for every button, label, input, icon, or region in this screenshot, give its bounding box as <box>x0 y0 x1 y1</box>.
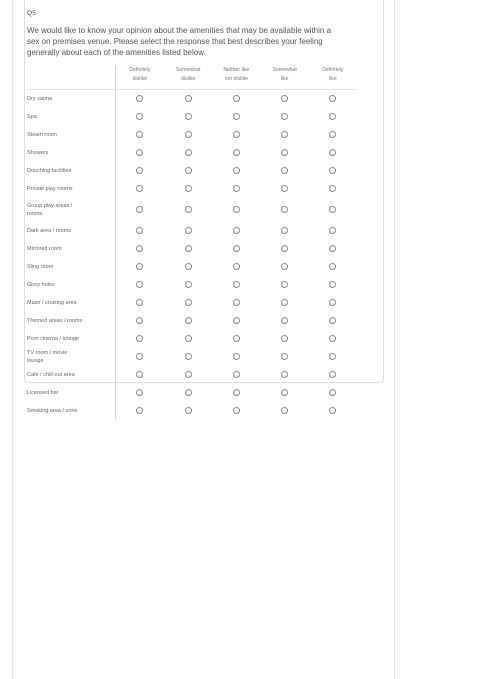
radio-definitely-dislike[interactable] <box>136 263 143 270</box>
radio-cell <box>261 144 309 162</box>
row-label-text: Private play rooms <box>27 186 73 192</box>
radio-cell <box>212 276 260 294</box>
row-label-text: Cafe / chill-out area <box>27 372 75 378</box>
row-label <box>27 276 115 294</box>
column-header-neither: Neither like nor dislike <box>212 66 260 90</box>
row-label-text: Douching facilities <box>27 168 72 174</box>
row-label-text: Mirrored room <box>27 246 62 252</box>
matrix-row <box>27 240 357 258</box>
radio-neither[interactable] <box>233 131 240 138</box>
matrix-row <box>27 258 357 276</box>
radio-cell <box>261 108 309 126</box>
radio-cell <box>164 294 212 312</box>
radio-cell <box>309 366 357 384</box>
radio-cell <box>212 180 260 198</box>
radio-definitely-dislike[interactable] <box>136 149 143 156</box>
matrix-row <box>27 348 357 366</box>
radio-cell <box>309 126 357 144</box>
radio-cell <box>309 330 357 348</box>
radio-somewhat-dislike[interactable] <box>185 281 192 288</box>
radio-definitely-like[interactable] <box>329 131 336 138</box>
question-text: We would like to know your opinion about the amenities that may be available within a sex on premises venue. Please select the response that best describes your feeling generally about each of the amenities listed below. <box>27 26 332 57</box>
radio-definitely-dislike[interactable] <box>136 206 143 213</box>
radio-cell <box>115 126 164 144</box>
radio-cell <box>115 294 164 312</box>
radio-definitely-dislike[interactable] <box>136 371 143 378</box>
radio-definitely-dislike[interactable] <box>136 95 143 102</box>
radio-cell <box>115 180 164 198</box>
matrix-header-row <box>27 66 357 90</box>
row-label-text: Sling room <box>27 264 54 270</box>
row-label <box>27 294 115 312</box>
radio-cell <box>115 240 164 258</box>
radio-neither[interactable] <box>233 263 240 270</box>
row-label <box>27 144 115 162</box>
radio-somewhat-like[interactable] <box>281 185 288 192</box>
radio-somewhat-like[interactable] <box>281 245 288 252</box>
radio-cell <box>115 108 164 126</box>
row-label <box>27 162 115 180</box>
radio-neither[interactable] <box>233 335 240 342</box>
radio-cell <box>212 258 260 276</box>
radio-definitely-like[interactable] <box>329 317 336 324</box>
radio-definitely-dislike[interactable] <box>136 113 143 120</box>
radio-somewhat-like[interactable] <box>281 371 288 378</box>
radio-somewhat-dislike[interactable] <box>185 95 192 102</box>
radio-definitely-like[interactable] <box>329 113 336 120</box>
radio-cell <box>164 180 212 198</box>
radio-somewhat-dislike[interactable] <box>185 185 192 192</box>
radio-neither[interactable] <box>233 281 240 288</box>
radio-somewhat-like[interactable] <box>281 167 288 174</box>
row-label-text: Glory holes <box>27 282 55 288</box>
radio-somewhat-like[interactable] <box>281 299 288 306</box>
radio-definitely-like[interactable] <box>329 263 336 270</box>
radio-definitely-dislike[interactable] <box>136 407 143 414</box>
radio-somewhat-like[interactable] <box>281 281 288 288</box>
radio-somewhat-like[interactable] <box>281 389 288 396</box>
row-label-text: Smoking area / zone <box>27 408 78 414</box>
row-label-text: Showers <box>27 150 49 156</box>
matrix-row <box>27 330 357 348</box>
radio-somewhat-like[interactable] <box>281 353 288 360</box>
radio-cell <box>309 276 357 294</box>
row-label <box>27 348 115 366</box>
radio-definitely-dislike[interactable] <box>136 299 143 306</box>
radio-cell <box>212 312 260 330</box>
radio-somewhat-like[interactable] <box>281 227 288 234</box>
radio-somewhat-dislike[interactable] <box>185 263 192 270</box>
radio-definitely-dislike[interactable] <box>136 353 143 360</box>
radio-definitely-like[interactable] <box>329 407 336 414</box>
radio-cell <box>164 384 212 402</box>
matrix-table <box>27 66 357 420</box>
radio-somewhat-like[interactable] <box>281 263 288 270</box>
radio-somewhat-like[interactable] <box>281 113 288 120</box>
row-label-text: Dark area / rooms <box>27 228 72 234</box>
radio-neither[interactable] <box>233 95 240 102</box>
radio-somewhat-dislike[interactable] <box>185 149 192 156</box>
radio-cell <box>261 198 309 222</box>
radio-cell <box>212 366 260 384</box>
radio-somewhat-dislike[interactable] <box>185 206 192 213</box>
row-label-text: Dry sauna <box>27 96 53 102</box>
radio-cell <box>212 126 260 144</box>
radio-cell <box>261 180 309 198</box>
row-label <box>27 312 115 330</box>
radio-cell <box>212 384 260 402</box>
radio-somewhat-dislike[interactable] <box>185 353 192 360</box>
row-label-text: Themed areas / rooms <box>27 318 83 324</box>
radio-cell <box>115 330 164 348</box>
radio-definitely-dislike[interactable] <box>136 227 143 234</box>
radio-cell <box>261 384 309 402</box>
radio-neither[interactable] <box>233 227 240 234</box>
matrix-row <box>27 312 357 330</box>
radio-cell <box>212 240 260 258</box>
radio-cell <box>212 162 260 180</box>
radio-cell <box>212 330 260 348</box>
radio-definitely-like[interactable] <box>329 335 336 342</box>
row-label-text: Licensed bar <box>27 390 59 396</box>
radio-cell <box>261 294 309 312</box>
radio-somewhat-like[interactable] <box>281 335 288 342</box>
radio-cell <box>115 276 164 294</box>
radio-neither[interactable] <box>233 353 240 360</box>
row-label <box>27 126 115 144</box>
radio-definitely-like[interactable] <box>329 245 336 252</box>
radio-cell <box>164 312 212 330</box>
radio-neither[interactable] <box>233 299 240 306</box>
row-label <box>27 180 115 198</box>
column-header-definitely-like: Definitely like <box>309 66 357 90</box>
radio-cell <box>212 348 260 366</box>
matrix-row <box>27 402 357 420</box>
row-label <box>27 240 115 258</box>
radio-definitely-like[interactable] <box>329 149 336 156</box>
radio-somewhat-dislike[interactable] <box>185 317 192 324</box>
matrix-row <box>27 198 357 222</box>
radio-neither[interactable] <box>233 407 240 414</box>
matrix-body <box>27 90 357 421</box>
radio-somewhat-dislike[interactable] <box>185 407 192 414</box>
radio-cell <box>115 144 164 162</box>
matrix-corner <box>27 66 115 90</box>
radio-definitely-dislike[interactable] <box>136 389 143 396</box>
row-label <box>27 90 115 109</box>
radio-cell <box>309 240 357 258</box>
radio-cell <box>164 366 212 384</box>
radio-cell <box>212 222 260 240</box>
row-label <box>27 222 115 240</box>
radio-cell <box>261 312 309 330</box>
row-label <box>27 384 115 402</box>
row-label-text: Spa <box>27 114 37 120</box>
radio-somewhat-dislike[interactable] <box>185 131 192 138</box>
radio-cell <box>261 222 309 240</box>
radio-cell <box>164 240 212 258</box>
row-label-text: Porn cinema / lounge <box>27 336 79 342</box>
matrix-row <box>27 162 357 180</box>
row-label-text: Group play areas / rooms <box>27 203 73 217</box>
radio-cell <box>261 126 309 144</box>
question-number: Q5 <box>27 10 37 17</box>
radio-cell <box>309 108 357 126</box>
radio-definitely-dislike[interactable] <box>136 185 143 192</box>
radio-somewhat-like[interactable] <box>281 149 288 156</box>
matrix-row <box>27 222 357 240</box>
radio-cell <box>164 276 212 294</box>
radio-cell <box>309 90 357 109</box>
radio-definitely-like[interactable] <box>329 95 336 102</box>
radio-neither[interactable] <box>233 245 240 252</box>
matrix-row <box>27 366 357 384</box>
radio-definitely-like[interactable] <box>329 167 336 174</box>
radio-definitely-like[interactable] <box>329 206 336 213</box>
radio-cell <box>261 240 309 258</box>
radio-cell <box>164 198 212 222</box>
radio-cell <box>309 198 357 222</box>
radio-neither[interactable] <box>233 167 240 174</box>
radio-somewhat-dislike[interactable] <box>185 299 192 306</box>
matrix-row <box>27 180 357 198</box>
row-label <box>27 330 115 348</box>
radio-definitely-dislike[interactable] <box>136 131 143 138</box>
radio-cell <box>115 366 164 384</box>
row-label <box>27 402 115 420</box>
radio-cell <box>115 312 164 330</box>
radio-cell <box>115 162 164 180</box>
radio-definitely-like[interactable] <box>329 185 336 192</box>
matrix-row <box>27 108 357 126</box>
radio-cell <box>261 276 309 294</box>
matrix-row <box>27 294 357 312</box>
radio-definitely-dislike[interactable] <box>136 245 143 252</box>
radio-definitely-dislike[interactable] <box>136 317 143 324</box>
row-label <box>27 198 115 222</box>
radio-cell <box>309 312 357 330</box>
radio-cell <box>212 90 260 109</box>
radio-cell <box>261 348 309 366</box>
column-header-somewhat-like: Somewhat like <box>261 66 309 90</box>
matrix-row <box>27 126 357 144</box>
radio-cell <box>261 162 309 180</box>
radio-cell <box>212 294 260 312</box>
radio-cell <box>309 258 357 276</box>
radio-somewhat-like[interactable] <box>281 317 288 324</box>
matrix-row <box>27 90 357 109</box>
radio-cell <box>309 294 357 312</box>
radio-cell <box>309 402 357 420</box>
row-label <box>27 366 115 384</box>
radio-neither[interactable] <box>233 185 240 192</box>
radio-somewhat-like[interactable] <box>281 206 288 213</box>
row-label-text: TV room / movie lounge <box>27 350 68 364</box>
matrix-row <box>27 276 357 294</box>
radio-cell <box>212 108 260 126</box>
matrix-row <box>27 384 357 402</box>
radio-cell <box>164 402 212 420</box>
radio-somewhat-dislike[interactable] <box>185 167 192 174</box>
radio-cell <box>309 348 357 366</box>
radio-somewhat-like[interactable] <box>281 407 288 414</box>
radio-neither[interactable] <box>233 206 240 213</box>
column-header-somewhat-dislike: Somewhat dislike <box>164 66 212 90</box>
radio-neither[interactable] <box>233 389 240 396</box>
radio-cell <box>261 402 309 420</box>
radio-cell <box>261 330 309 348</box>
radio-cell <box>115 90 164 109</box>
column-header-definitely-dislike: Definitely dislike <box>115 66 164 90</box>
radio-cell <box>164 330 212 348</box>
radio-definitely-like[interactable] <box>329 299 336 306</box>
radio-cell <box>164 222 212 240</box>
radio-cell <box>261 258 309 276</box>
matrix-row <box>27 144 357 162</box>
radio-cell <box>164 348 212 366</box>
radio-definitely-dislike[interactable] <box>136 335 143 342</box>
radio-somewhat-dislike[interactable] <box>185 371 192 378</box>
radio-cell <box>164 144 212 162</box>
radio-somewhat-dislike[interactable] <box>185 113 192 120</box>
radio-cell <box>115 198 164 222</box>
radio-cell <box>115 258 164 276</box>
radio-cell <box>115 384 164 402</box>
radio-definitely-dislike[interactable] <box>136 167 143 174</box>
radio-cell <box>115 348 164 366</box>
radio-cell <box>309 222 357 240</box>
radio-cell <box>309 384 357 402</box>
radio-definitely-like[interactable] <box>329 227 336 234</box>
radio-neither[interactable] <box>233 317 240 324</box>
radio-cell <box>261 90 309 109</box>
radio-cell <box>212 144 260 162</box>
radio-cell <box>164 162 212 180</box>
radio-cell <box>309 162 357 180</box>
radio-somewhat-dislike[interactable] <box>185 335 192 342</box>
row-label <box>27 108 115 126</box>
radio-cell <box>261 366 309 384</box>
radio-definitely-like[interactable] <box>329 389 336 396</box>
radio-definitely-like[interactable] <box>329 353 336 360</box>
radio-somewhat-like[interactable] <box>281 131 288 138</box>
radio-cell <box>309 144 357 162</box>
radio-cell <box>164 126 212 144</box>
radio-neither[interactable] <box>233 113 240 120</box>
radio-cell <box>212 402 260 420</box>
radio-cell <box>164 258 212 276</box>
radio-somewhat-dislike[interactable] <box>185 227 192 234</box>
radio-cell <box>115 222 164 240</box>
radio-definitely-dislike[interactable] <box>136 281 143 288</box>
radio-neither[interactable] <box>233 149 240 156</box>
radio-cell <box>164 108 212 126</box>
radio-cell <box>309 180 357 198</box>
row-label-text: Maze / cruising area <box>27 300 77 306</box>
radio-definitely-like[interactable] <box>329 371 336 378</box>
radio-somewhat-dislike[interactable] <box>185 245 192 252</box>
row-label-text: Steam room <box>27 132 57 138</box>
radio-cell <box>164 90 212 109</box>
radio-definitely-like[interactable] <box>329 281 336 288</box>
radio-somewhat-like[interactable] <box>281 95 288 102</box>
radio-cell <box>115 402 164 420</box>
radio-somewhat-dislike[interactable] <box>185 389 192 396</box>
radio-cell <box>212 198 260 222</box>
radio-neither[interactable] <box>233 371 240 378</box>
row-label <box>27 258 115 276</box>
